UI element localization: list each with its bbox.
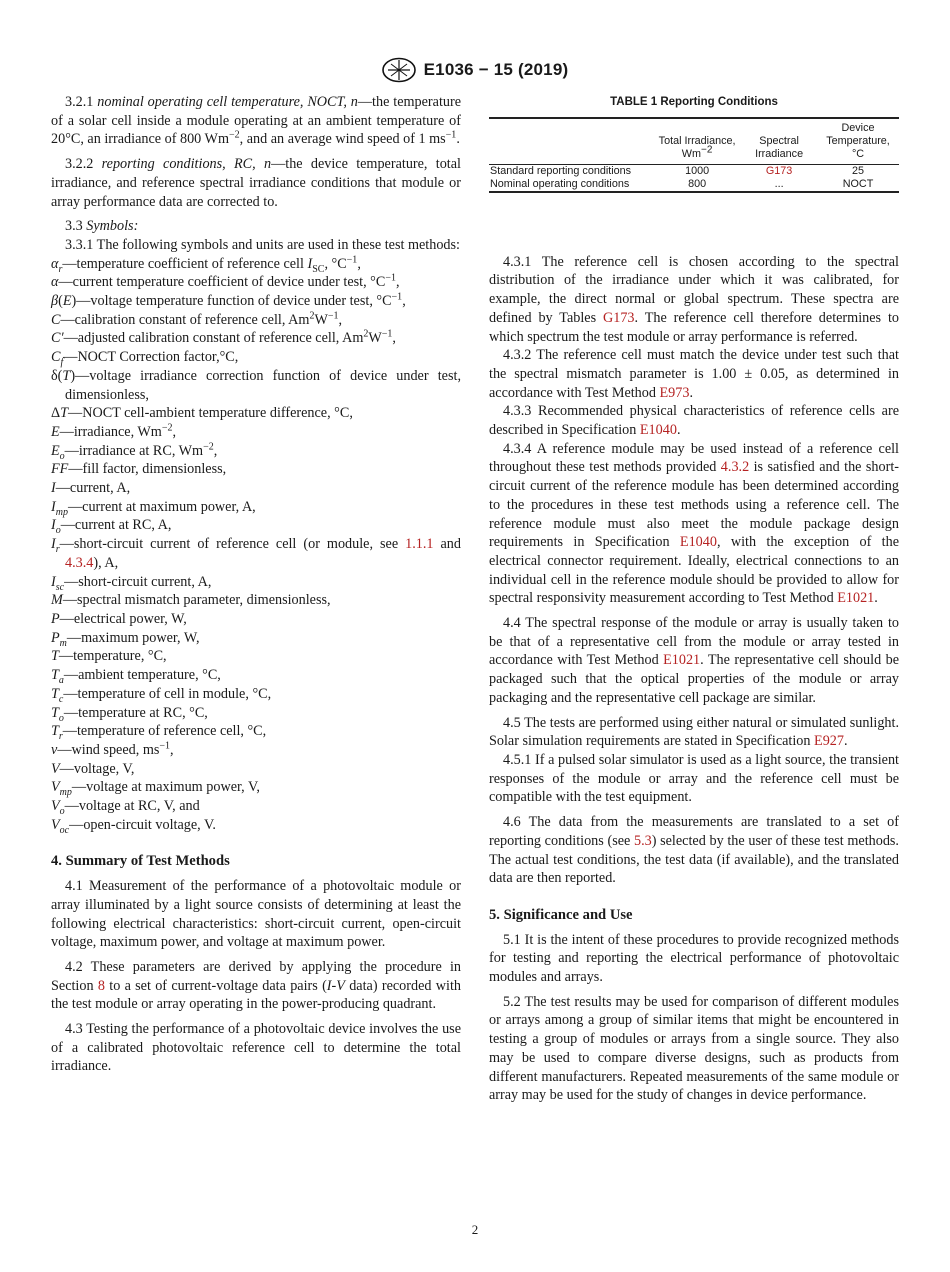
para-4-6: 4.6 The data from the measurements are translated to a set of reporting conditions (see 5.3) selected by the user of these test methods. The actual test conditions, the test data (if available), and the translated data are then reported.: [489, 814, 899, 887]
para-3-2-1: 3.2.1 nominal operating cell temperature, NOCT, n—the temperature of a solar cell inside a module operating at an ambient temperature of 20°C, an irradiance of 800 $Wm^{-2}$, and an average wind speed of 1 $ms^{-1}$.: [51, 94, 462, 148]
table-cell: 1000: [685, 164, 710, 177]
symbol-tr: $T_r—temperature$ of reference cell, °C,: [51, 723, 267, 743]
table-cell: 25: [851, 164, 864, 177]
link-e1040-2[interactable]: E1040: [679, 534, 717, 551]
right-column: [489, 93, 899, 1105]
table-cell-link[interactable]: G173: [765, 164, 793, 177]
link-e927[interactable]: E927: [814, 733, 844, 750]
link-g173[interactable]: G173: [603, 309, 635, 326]
symbol-ir: $I_r—short$-circuit current of reference cell (or module, see 1.1.1 and 4.3.4), A,: [51, 536, 461, 571]
page-header: [0, 56, 950, 84]
para-4-5-1: 4.5.1 If a pulsed solar simulator is used as a light source, the transient responses of the module or array and the reference cell must be compatible with the test equipment.: [489, 751, 899, 806]
table-cell: Nominal operating conditions: [490, 177, 630, 190]
link-1-1-1[interactable]: 1.1.1: [405, 536, 434, 553]
symbol-ta: $T_a—ambient$ temperature, °C,: [51, 667, 221, 686]
symbol-eo: $E_o—irradiance$ at RC, $Wm^{-2}$,: [51, 440, 218, 462]
table-header-spectral: Spectral Irradiance: [755, 134, 804, 160]
symbol-m: M—spectral mismatch parameter, dimensionless,: [51, 592, 331, 609]
symbol-vmp: $V_{mp}—voltage$ at maximum power, V,: [51, 779, 260, 799]
symbol-to: $T_o—temperature$ at RC, °C,: [51, 704, 208, 724]
symbol-delta-t: ΔT—NOCT cell-ambient temperature difference, °C,: [51, 405, 353, 422]
para-4-3-2: 4.3.2 The reference cell must match the device under test such that the spectral mismatch parameter is 1.00 ± 0.05, as determined in accordance with Test Method E973.: [489, 347, 899, 401]
table-cell: 800: [688, 177, 707, 190]
para-4-3-4: 4.3.4 A reference module may be used instead of a reference cell throughout these test methods provided 4.3.2 is satisfied and the short-circuit current of the reference module has been determined according to the procedures in these test methods using a reference cell. The reference module must also meet the module package design requirements in Specification E1040, with the exception of the electrical connector requirement. Ideally, electrical connections to an individual cell in the reference module should be provided to allow for spectral responsivity measurement according to Test Method E1021.: [489, 440, 899, 607]
symbol-alpha: α—current temperature coefficient of device under test, $^\circ C^{-1}$,: [51, 272, 400, 291]
table-header-temperature: Device Temperature, °C: [826, 121, 890, 160]
table-row: [489, 178, 899, 192]
para-5-1: 5.1 It is the intent of these procedures to provide recognized methods for testing and reporting the electrical performance of photovoltaic modules and arrays.: [489, 931, 899, 986]
symbol-tc: $T_c—temperature$ of cell in module, °C,: [51, 685, 272, 705]
link-e1040[interactable]: E1040: [639, 422, 677, 439]
symbol-c: C—calibration constant of reference cell, $Am^2W^{-1}$,: [51, 310, 343, 328]
link-e973[interactable]: E973: [659, 384, 690, 401]
symbol-p: P—electrical power, W,: [51, 610, 187, 627]
link-4-3-2[interactable]: 4.3.2: [720, 459, 750, 476]
link-e1021-2[interactable]: E1021: [663, 652, 701, 669]
para-4-3-3: 4.3.3 Recommended physical characteristics of reference cells are described in Specification E1040.: [489, 403, 899, 439]
para-4-3-1: 4.3.1 The reference cell is chosen according to the spectral distribution of the irradiance under which it was calibrated, for example, the direct normal or global spectrum. These spectra are defined by Tables G173. The reference cell therefore determines to which spectrum the test module or array performance is referred.: [489, 253, 899, 345]
symbol-c-prime: C′—adjusted calibration constant of reference cell, $Am^2W^{-1}$,: [51, 328, 396, 347]
symbol-alpha-r: $\alpha_r—temperature$ coefficient of reference cell $I_{SC}$, $^\circ C^{-1}$,: [51, 253, 361, 275]
symbol-imp: $I_{mp}—current$ at maximum power, A,: [51, 498, 256, 518]
table-cell: Standard reporting conditions: [490, 164, 632, 177]
para-4-3: 4.3 Testing the performance of a photovoltaic device involves the use of a calibrated photovoltaic reference cell to determine the total irradiance.: [51, 1021, 461, 1075]
table-cell: ...: [774, 177, 784, 190]
symbol-voc: $V_{oc}—open$-circuit voltage, V.: [51, 816, 216, 836]
table-cell: NOCT: [842, 177, 874, 190]
symbol-cf: $C_f—NOCT$ Correction factor,°C,: [51, 349, 239, 368]
section-4-heading: 4. Summary of Test Methods: [51, 853, 230, 870]
astm-logo-icon: [382, 57, 416, 83]
section-5-heading: 5. Significance and Use: [489, 906, 633, 923]
link-section-8[interactable]: 8: [97, 977, 105, 994]
link-e1021[interactable]: E1021: [837, 590, 875, 607]
para-5-2: 5.2 The test results may be used for comparison of different modules or arrays among a group of similar items that might be encountered in testing a group of modules or arrays from a single source. They also may be used to compare diverse designs, such as products from different manufacturers. Repeated measurements of the same module or array may be used for the study of changes in device performance.: [489, 993, 899, 1104]
symbol-delta: δ(T)—voltage irradiance correction function of device under test, dimensionless,: [51, 367, 461, 403]
symbol-v: V—voltage, V,: [51, 760, 135, 777]
symbol-io: $I_o—current$ at RC, A,: [51, 517, 172, 537]
symbol-v-wind: v—wind speed, $ms^{-1}$,: [51, 740, 174, 758]
symbol-vo: $V_o—voltage$ at RC, V, and: [51, 798, 200, 817]
table-header-irradiance: Total Irradiance, $Wm^{-2}$: [658, 134, 736, 160]
symbol-isc: $I_{sc}—short$-circuit current, A,: [51, 573, 212, 593]
symbol-pm: $P_m—maximum$ power, W,: [51, 629, 200, 649]
para-3-3: 3.3 Symbols:: [65, 218, 139, 235]
table-header-blank: [489, 118, 653, 165]
link-5-3[interactable]: 5.3: [633, 832, 652, 849]
left-column: [51, 93, 461, 1076]
link-4-3-4[interactable]: 4.3.4: [65, 554, 94, 571]
document-designation: E1036 − 15 (2019): [423, 59, 569, 79]
para-4-2: 4.2 These parameters are derived by applying the procedure in Section 8 to a set of current-voltage data pairs (I-V data) recorded with the test module or array operating in the power-producing quadrant.: [51, 958, 461, 1013]
symbol-ff: FF—fill factor, dimensionless,: [51, 461, 227, 478]
page-number: 2: [471, 1222, 479, 1237]
para-4-4: 4.4 The spectral response of the module or array is usually taken to be that of a representative cell from the module or array tested in accordance with Test Method E1021. The representative cell should be packaged such that the optical properties of the module or array packaging and the representative cell package are similar.: [489, 615, 899, 706]
symbol-beta: β(E)—voltage temperature function of device under test, $^\circ C^{-1}$,: [51, 291, 406, 310]
table-title: TABLE 1 Reporting Conditions: [610, 96, 778, 108]
para-4-1: 4.1 Measurement of the performance of a photovoltaic module or array illuminated by a light source consists of determining at least the following electrical characteristics: short-circuit current, open-circuit voltage, maximum power, and voltage at maximum power.: [51, 878, 461, 951]
symbol-t: T—temperature, °C,: [51, 648, 167, 665]
para-3-2-2: 3.2.2 reporting conditions, RC, n—the device temperature, total irradiance, and reference spectral irradiance conditions that module or array performance data are corrected to.: [51, 156, 461, 210]
reporting-conditions-table: [489, 117, 899, 193]
table-row: [489, 164, 899, 178]
symbol-e: E—irradiance, $Wm^{-2}$,: [51, 422, 177, 440]
symbol-i: I—current, A,: [51, 480, 131, 497]
para-3-3-1: 3.3.1 The following symbols and units are used in these test methods:: [65, 236, 460, 253]
para-4-5: 4.5 The tests are performed using either natural or simulated sunlight. Solar simulation requirements are stated in Specification E927.: [489, 714, 899, 750]
table-header-row: [489, 118, 899, 165]
